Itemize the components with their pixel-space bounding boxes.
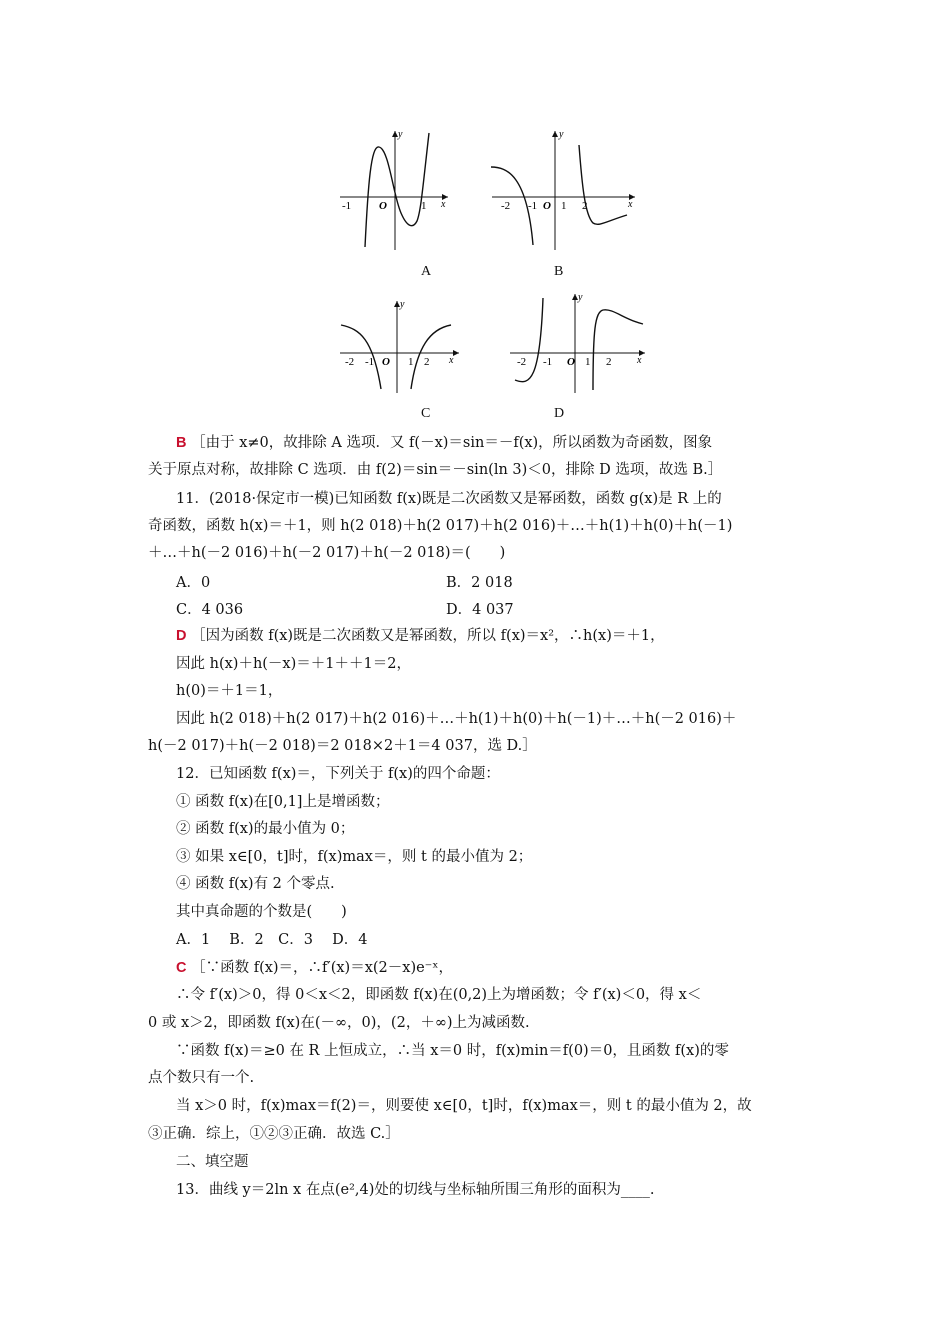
svg-text:-2: -2 (517, 356, 527, 368)
svg-text:1: 1 (408, 356, 414, 368)
q11-answer-letter: D (176, 628, 187, 644)
svg-text:2: 2 (424, 356, 430, 368)
svg-text:-1: -1 (528, 200, 538, 212)
graph-c (335, 297, 465, 397)
svg-text:x: x (628, 199, 633, 210)
q11-answer-line-4: 因此 h(2 018)＋h(2 017)＋h(2 016)＋…＋h(1)＋h(0)＋h(－1)＋…＋h(－2 016)＋ (176, 711, 737, 727)
q12-answer-line-5: 点个数只有一个. (148, 1070, 255, 1086)
q12-proposition-1: ① 函数 f(x)在[0,1]上是增函数； (176, 794, 390, 810)
svg-text:-2: -2 (345, 356, 355, 368)
caption-b: B (554, 264, 564, 279)
q12-answer-line-2: ∴令 f′(x)＞0，得 0＜x＜2，即函数 f(x)在(0,2)上为增函数；令 f′(x)＜0，得 x＜ (176, 987, 702, 1003)
svg-text:O: O (567, 356, 575, 368)
q10-answer-line-2: 关于原点对称，故排除 C 选项．由 f(2)＝sin＝－sin(ln 3)＜0，排除 D 选项，故选 B.］ (148, 462, 723, 478)
q12-answer-letter: C (176, 960, 187, 976)
q12-options: A．1 B．2 C．3 D．4 (176, 932, 368, 948)
q12-answer-text-1: ［∵函数 f(x)＝，∴f′(x)＝x(2－x)e⁻ˣ， (191, 960, 453, 976)
q10-answer-text-1: ［由于 x≠0，故排除 A 选项．又 f(－x)＝sin＝－f(x)，所以函数为奇函数，图象 (191, 435, 713, 451)
q12-ask: 其中真命题的个数是( ) (176, 904, 347, 920)
q10-answer-line-1 (176, 433, 712, 453)
section-heading: 二、填空题 (176, 1154, 249, 1170)
svg-text:O: O (543, 200, 551, 212)
q11-answer-line-5: h(－2 017)＋h(－2 018)＝2 018×2＋1＝4 037，选 D.］ (148, 738, 537, 754)
q10-answer-letter: B (176, 435, 187, 451)
q11-option-d: D．4 037 (446, 602, 514, 618)
graph-a (335, 125, 455, 255)
svg-text:-1: -1 (342, 200, 352, 212)
graph-d (505, 290, 650, 395)
svg-text:-1: -1 (543, 356, 553, 368)
svg-text:y: y (559, 129, 564, 140)
q12-proposition-3: ③ 如果 x∈[0，t]时，f(x)max＝，则 t 的最小值为 2； (176, 849, 533, 865)
svg-text:y: y (578, 292, 583, 303)
caption-d: D (554, 406, 565, 421)
svg-text:y: y (398, 129, 403, 140)
q11-line-1: 11．(2018·保定市一模)已知函数 f(x)既是二次函数又是幂函数，函数 g(x)是 R 上的 (176, 491, 722, 507)
graph-b (487, 125, 642, 255)
q11-answer-text-1: ［因为函数 f(x)既是二次函数又是幂函数，所以 f(x)＝x²，∴h(x)＝＋1， (191, 628, 665, 644)
q12-proposition-4: ④ 函数 f(x)有 2 个零点. (176, 876, 335, 892)
q12-line-1: 12．已知函数 f(x)＝，下列关于 f(x)的四个命题： (176, 766, 500, 782)
svg-text:1: 1 (585, 356, 591, 368)
svg-text:2: 2 (606, 356, 612, 368)
q12-answer-line-4: ∵函数 f(x)＝≥0 在 R 上恒成立，∴当 x＝0 时，f(x)min＝f(0)＝0，且函数 f(x)的零 (176, 1043, 729, 1059)
q11-line-3: ＋…＋h(－2 016)＋h(－2 017)＋h(－2 018)＝( ) (148, 545, 506, 561)
svg-text:x: x (449, 355, 454, 366)
q12-answer-line-3: 0 或 x＞2，即函数 f(x)在(－∞，0)，(2，＋∞)上为减函数. (148, 1015, 530, 1031)
svg-text:2: 2 (582, 200, 588, 212)
q12-proposition-2: ② 函数 f(x)的最小值为 0； (176, 821, 355, 837)
svg-text:-1: -1 (365, 356, 375, 368)
svg-text:y: y (400, 299, 405, 310)
svg-text:O: O (379, 200, 387, 212)
q12-answer-line-1 (176, 958, 453, 978)
svg-text:x: x (637, 355, 642, 366)
svg-text:1: 1 (421, 200, 427, 212)
svg-text:O: O (382, 356, 390, 368)
caption-c: C (421, 406, 431, 421)
caption-a: A (421, 264, 432, 279)
q11-answer-line-1 (176, 626, 665, 646)
q11-option-b: B．2 018 (446, 575, 513, 591)
q13-line-1: 13．曲线 y＝2ln x 在点(e²,4)处的切线与坐标轴所围三角形的面积为____. (176, 1182, 655, 1198)
svg-text:1: 1 (561, 200, 567, 212)
q11-answer-line-2: 因此 h(x)＋h(－x)＝＋1＋＋1＝2， (176, 656, 411, 672)
q11-answer-line-3: h(0)＝＋1＝1， (176, 683, 283, 699)
q12-answer-line-7: ③正确．综上，①②③正确．故选 C.］ (148, 1126, 400, 1142)
q11-option-c: C．4 036 (176, 602, 244, 618)
svg-text:x: x (441, 199, 446, 210)
q11-line-2: 奇函数，函数 h(x)＝＋1，则 h(2 018)＋h(2 017)＋h(2 016)＋…＋h(1)＋h(0)＋h(－1) (148, 518, 733, 534)
svg-text:-2: -2 (501, 200, 511, 212)
q12-answer-line-6: 当 x＞0 时，f(x)max＝f(2)＝，则要使 x∈[0，t]时，f(x)max＝，则 t 的最小值为 2，故 (176, 1098, 752, 1114)
q11-option-a: A．0 (176, 575, 211, 591)
